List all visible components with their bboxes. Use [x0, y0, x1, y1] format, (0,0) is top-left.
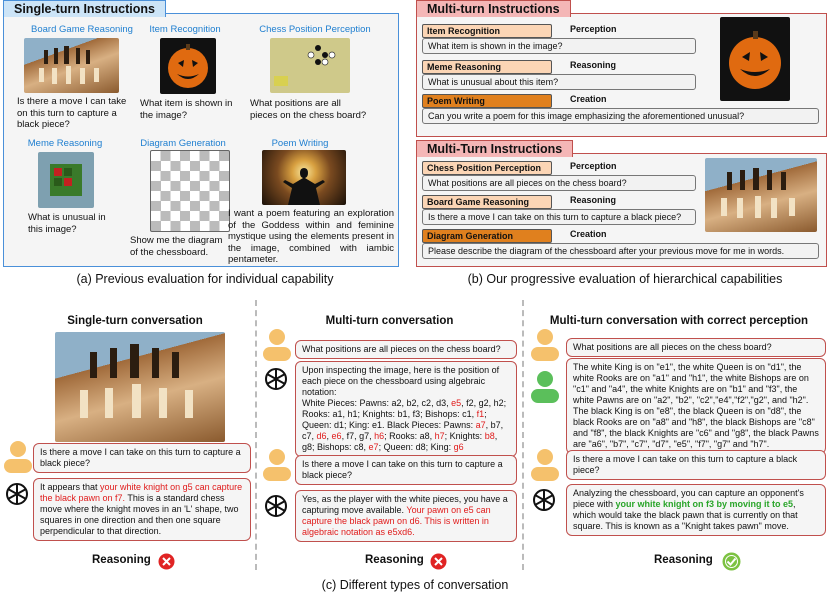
error-position: e5: [451, 398, 462, 408]
panel-b2-title: Multi-Turn Instructions: [416, 140, 573, 157]
assistant-text: , f2, g2, h2; Rooks: a1, h1; Knights: b1, f3; Bishops: c1,: [302, 398, 507, 419]
assistant-error-text: your white knight on g5 can capture the black pawn on f7.: [40, 482, 243, 503]
error-position: a7: [475, 420, 486, 430]
error-position: f1: [476, 409, 485, 419]
assistant-text: , f7, g7,: [341, 431, 375, 441]
task-question: Is there a move I can take on this turn to capture a black piece?: [17, 96, 127, 130]
panel-a-title: Single-turn Instructions: [3, 0, 166, 17]
task-label: Meme Reasoning: [27, 138, 103, 149]
user-message: Is there a move I can take on this turn to capture a black piece?: [566, 450, 826, 480]
capability-tag: Item Recognition: [422, 24, 552, 38]
error-position: h6: [374, 431, 385, 441]
user-icon: [262, 328, 292, 362]
assistant-text: ; Queen: d1; King: e1. Black Pieces: Pawns:: [302, 409, 487, 430]
capability-tag: Chess Position Perception: [422, 161, 552, 175]
user-message: What positions are all pieces on the chess board?: [295, 340, 517, 359]
assistant-logo-icon: [530, 486, 558, 514]
assistant-text: ; Queen: d8; King:: [378, 442, 454, 452]
error-position: b8: [484, 431, 495, 441]
instruction-question: What is unusual about this item?: [422, 74, 696, 90]
chessboard-image: [705, 158, 817, 232]
user-message: What positions are all pieces on the chess board?: [566, 338, 826, 357]
capability-tag: Board Game Reasoning: [422, 195, 552, 209]
task-question: What is unusual in this image?: [28, 212, 106, 235]
assistant-error-text: Your pawn on e5 can capture the black pawn on d6. This is written in algebraic notation as e5xd6.: [302, 505, 491, 537]
assistant-logo-icon: [262, 365, 290, 393]
capability-tag: Diagram Generation: [422, 229, 552, 243]
assistant-text: , b7, c7,: [302, 420, 504, 441]
user-message: Is there a move I can take on this turn to capture a black piece?: [33, 443, 251, 473]
reasoning-label: Reasoning: [654, 554, 713, 566]
task-question: Show me the diagram of the chessboard.: [130, 235, 223, 258]
user-message: Is there a move I can take on this turn to capture a black piece?: [295, 455, 517, 485]
error-position: g6: [453, 442, 464, 452]
capability-tag: Poem Writing: [422, 94, 552, 108]
caption-c: (c) Different types of conversation: [321, 578, 509, 592]
panel-b1-title: Multi-turn Instructions: [416, 0, 571, 17]
reasoning-label: Reasoning: [365, 554, 424, 566]
chess-diagram-image: [150, 150, 230, 232]
caption-b: (b) Our progressive evaluation of hierarchical capabilities: [467, 272, 783, 286]
chessboard-image: [24, 38, 119, 93]
pumpkin-image: [720, 17, 790, 101]
task-label: Poem Writing: [271, 138, 329, 149]
assistant-text: It appears that: [40, 482, 101, 492]
wrong-icon: [430, 553, 447, 570]
instruction-question: What positions are all pieces on the chess board?: [422, 175, 696, 191]
user-icon: [530, 448, 560, 482]
task-question: What positions are all pieces on the chess board?: [250, 98, 367, 121]
assistant-text: ; Rooks: a8,: [384, 431, 435, 441]
assistant-text: Upon inspecting the image, here is the position of each piece on the chessboard using algebraic notation:: [302, 365, 500, 397]
assistant-text: , g8; Bishops: c8,: [302, 431, 498, 452]
instruction-question: What item is shown in the image?: [422, 38, 696, 54]
caption-a: (a) Previous evaluation for individual capability: [76, 272, 334, 286]
assistant-message: [566, 484, 826, 536]
column-divider: [255, 300, 257, 570]
instruction-question: Can you write a poem for this image emphasizing the aforementioned unusual?: [422, 108, 819, 124]
capability-category: Creation: [570, 94, 607, 104]
column-title: Single-turn conversation: [67, 315, 203, 327]
task-label: Diagram Generation: [140, 138, 226, 149]
task-question: What item is shown in the image?: [140, 98, 233, 121]
capability-tag: Meme Reasoning: [422, 60, 552, 74]
assistant-message: [295, 361, 517, 457]
error-position: e7: [368, 442, 379, 452]
user-icon: [3, 440, 33, 474]
capability-category: Creation: [570, 229, 607, 239]
goddess-image: [262, 150, 346, 205]
board-diagram-image: [270, 38, 350, 93]
perception-message: The white King is on "e1", the white Queen is on "d1", the white Rooks are on "a1" and "h1", the white Bishops are on "c1" and "a4", the white Knights are on "b1" and "f3", the white Pawns are on "a2", "b2", "c2","e4","f2","g2", and "h2". The black King is on "e8", the black Queen is on "d8", the black Rooks are on "a8" and "h8", the black Bishops are "c8" and "f8", the black Knights are "c6" and "g8", the black Pawns are "a6", "b7", "c7", "d7", "e5", "f7", "g7" and "h7".: [566, 358, 826, 454]
instruction-question: Please describe the diagram of the chessboard after your previous move for me in words.: [422, 243, 819, 259]
assistant-message: [33, 478, 251, 541]
error-position: d6: [316, 431, 327, 441]
assistant-logo-icon: [262, 492, 290, 520]
capability-category: Reasoning: [570, 195, 617, 205]
capability-category: Perception: [570, 161, 617, 171]
assistant-correct-text: your white knight on f3 by moving it to e5: [615, 499, 794, 509]
assistant-text: This is a standard chess move where the knight moves in an 'L' shape, two squares in one direction and then one square perpendicular to that direction.: [40, 493, 239, 536]
assistant-text: , which would take the black pawn that is currently on that square. This is known as a "Knight takes pawn" move.: [573, 499, 798, 531]
task-label: Chess Position Perception: [259, 24, 371, 35]
assistant-text: Yes, as the player with the white pieces, you have a capturing move available.: [302, 494, 508, 515]
task-label: Board Game Reasoning: [31, 24, 133, 35]
assistant-text: ,: [326, 431, 332, 441]
user-icon: [530, 328, 560, 362]
capability-category: Perception: [570, 24, 617, 34]
capability-category: Reasoning: [570, 60, 617, 70]
error-position: e6: [331, 431, 342, 441]
assistant-message: [295, 490, 517, 542]
instruction-question: Is there a move I can take on this turn to capture a black piece?: [422, 209, 696, 225]
assistant-text: Analyzing the chessboard, you can capture an opponent's piece with: [573, 488, 804, 509]
column-divider: [522, 300, 524, 570]
pumpkin-image: [160, 38, 216, 94]
wrong-icon: [158, 553, 175, 570]
check-icon: [722, 552, 741, 571]
assistant-logo-icon: [3, 480, 31, 508]
column-title: Multi-turn conversation: [325, 315, 454, 327]
column-title: Multi-turn conversation with correct perception: [549, 315, 809, 327]
chessboard-image: [55, 332, 225, 442]
error-position: h7: [434, 431, 445, 441]
reasoning-label: Reasoning: [92, 554, 151, 566]
task-label: Item Recognition: [149, 24, 221, 35]
task-question: I want a poem featuring an exploration of the Goddess within and feminine mystique using the elements present in the image, combined with iambic pentameter.: [228, 208, 394, 265]
melon-cube-image: [38, 152, 94, 208]
user-icon: [262, 448, 292, 482]
assistant-text: White Pieces: Pawns: a2, b2, c2, d3,: [302, 398, 452, 408]
assistant-text: ; Knights:: [444, 431, 485, 441]
user-green-icon: [530, 370, 560, 404]
